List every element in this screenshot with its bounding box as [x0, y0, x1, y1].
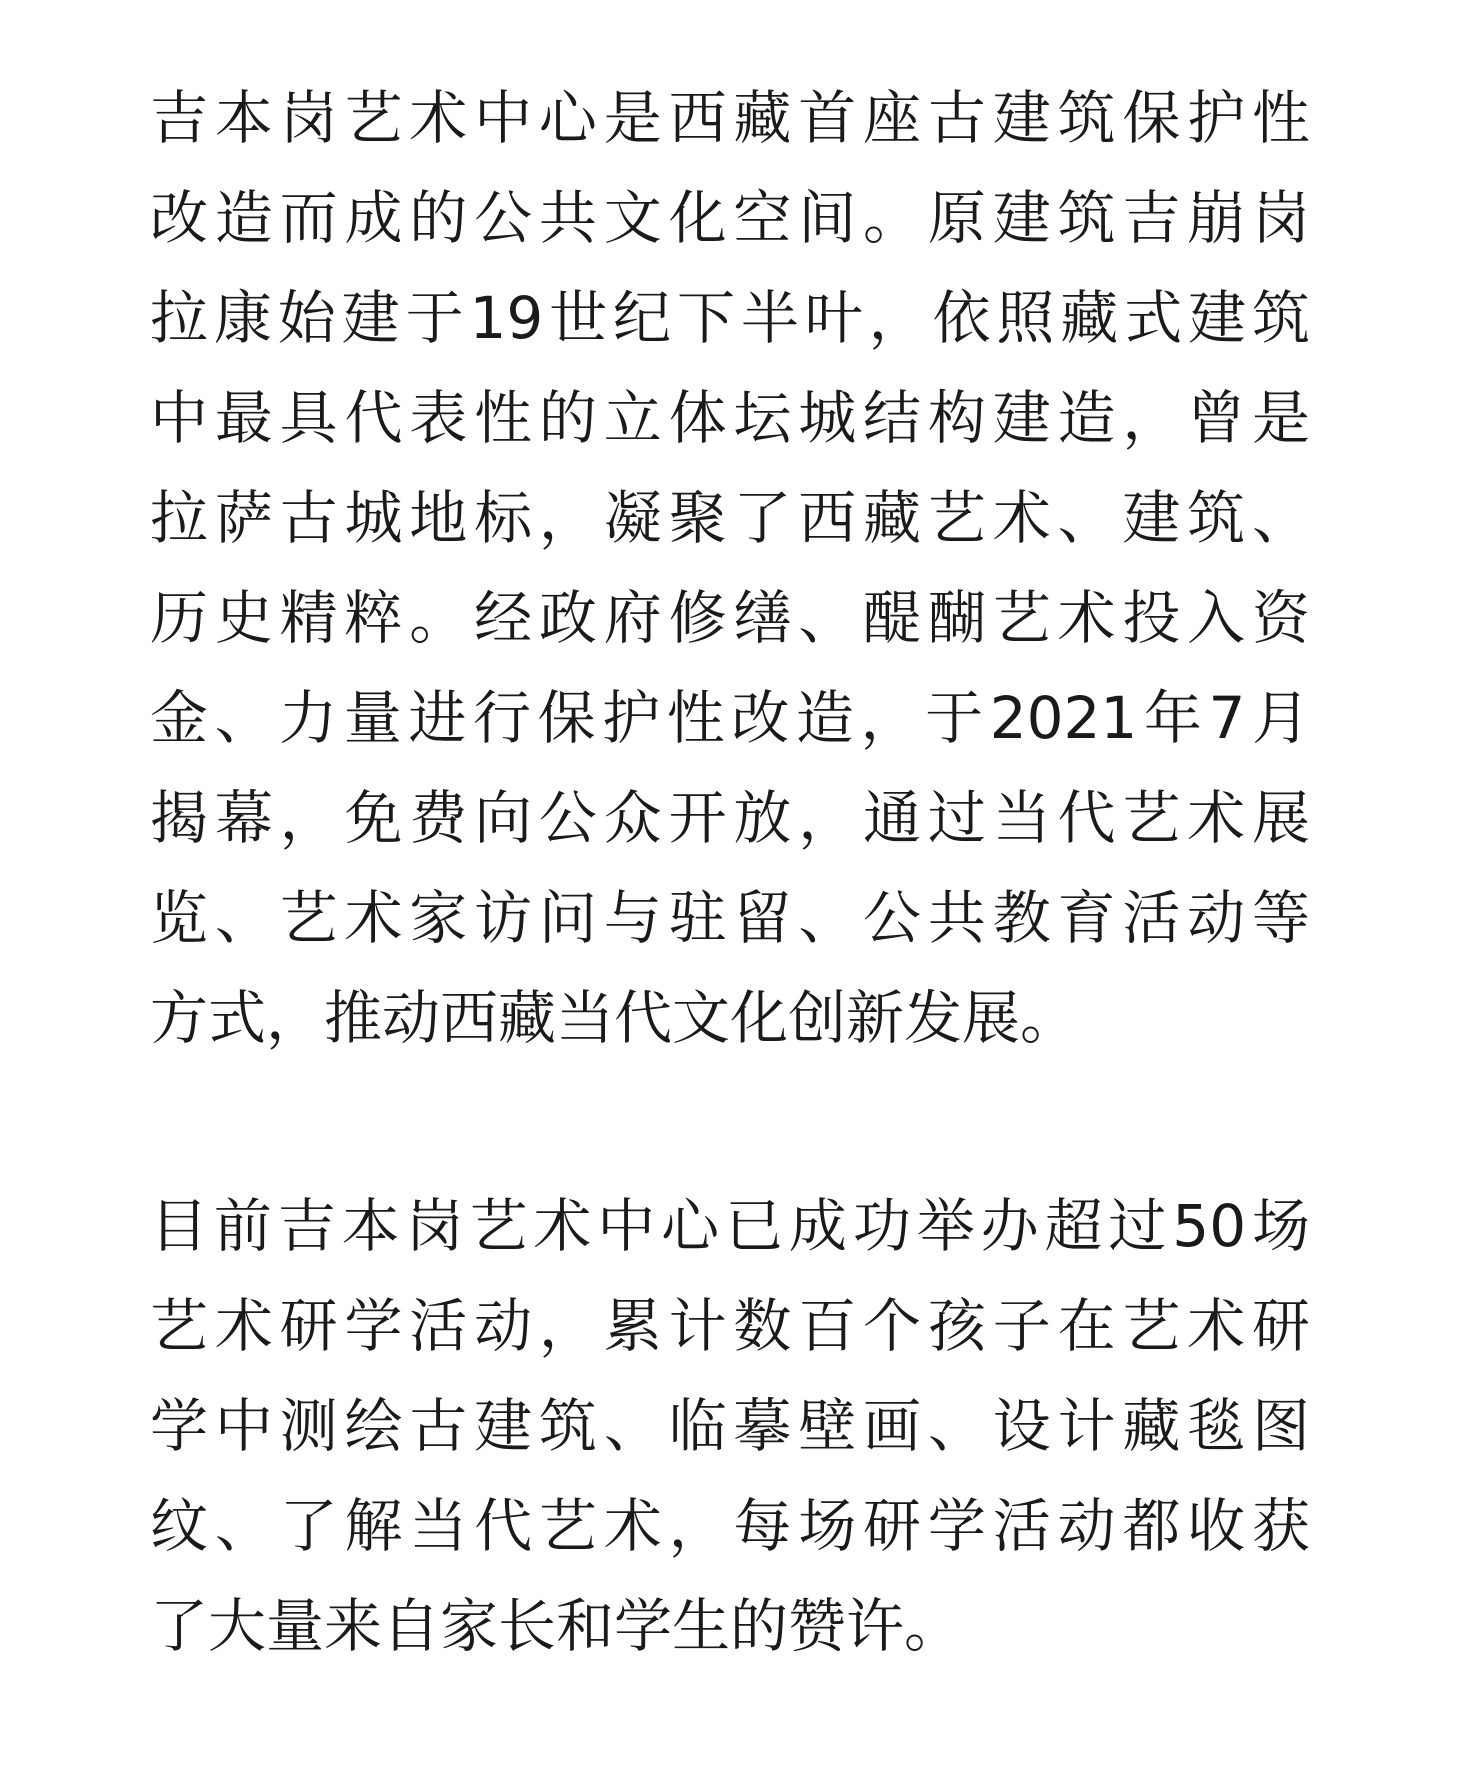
- text-line: 揭幕，免费向公众开放，通过当代艺术展: [150, 784, 1310, 852]
- text-line: 金、力量进行保护性改造，于2021年7月: [150, 684, 1310, 752]
- text-line: 目前吉本岗艺术中心已成功举办超过50场: [150, 1192, 1310, 1260]
- text-line: 方式，推动西藏当代文化创新发展。: [150, 984, 1079, 1052]
- text-line: 吉本岗艺术中心是西藏首座古建筑保护性: [150, 84, 1310, 152]
- text-line: 览、艺术家访问与驻留、公共教育活动等: [150, 884, 1310, 952]
- text-line: 拉萨古城地标，凝聚了西藏艺术、建筑、: [150, 484, 1310, 552]
- paragraph-activities: [150, 1176, 1310, 1676]
- text-line: 改造而成的公共文化空间。原建筑吉崩岗: [150, 184, 1310, 252]
- text-line: 艺术研学活动，累计数百个孩子在艺术研: [150, 1292, 1310, 1360]
- paragraph-intro: [150, 68, 1310, 1068]
- text-line: 中最具代表性的立体坛城结构建造，曾是: [150, 384, 1310, 452]
- text-line: 历史精粹。经政府修缮、醍醐艺术投入资: [150, 584, 1310, 652]
- text-line: 纹、了解当代艺术，每场研学活动都收获: [150, 1492, 1310, 1560]
- text-line: 学中测绘古建筑、临摹壁画、设计藏毯图: [150, 1392, 1310, 1460]
- text-line: 拉康始建于19世纪下半叶，依照藏式建筑: [150, 284, 1310, 352]
- text-line: 了大量来自家长和学生的赞许。: [150, 1592, 963, 1660]
